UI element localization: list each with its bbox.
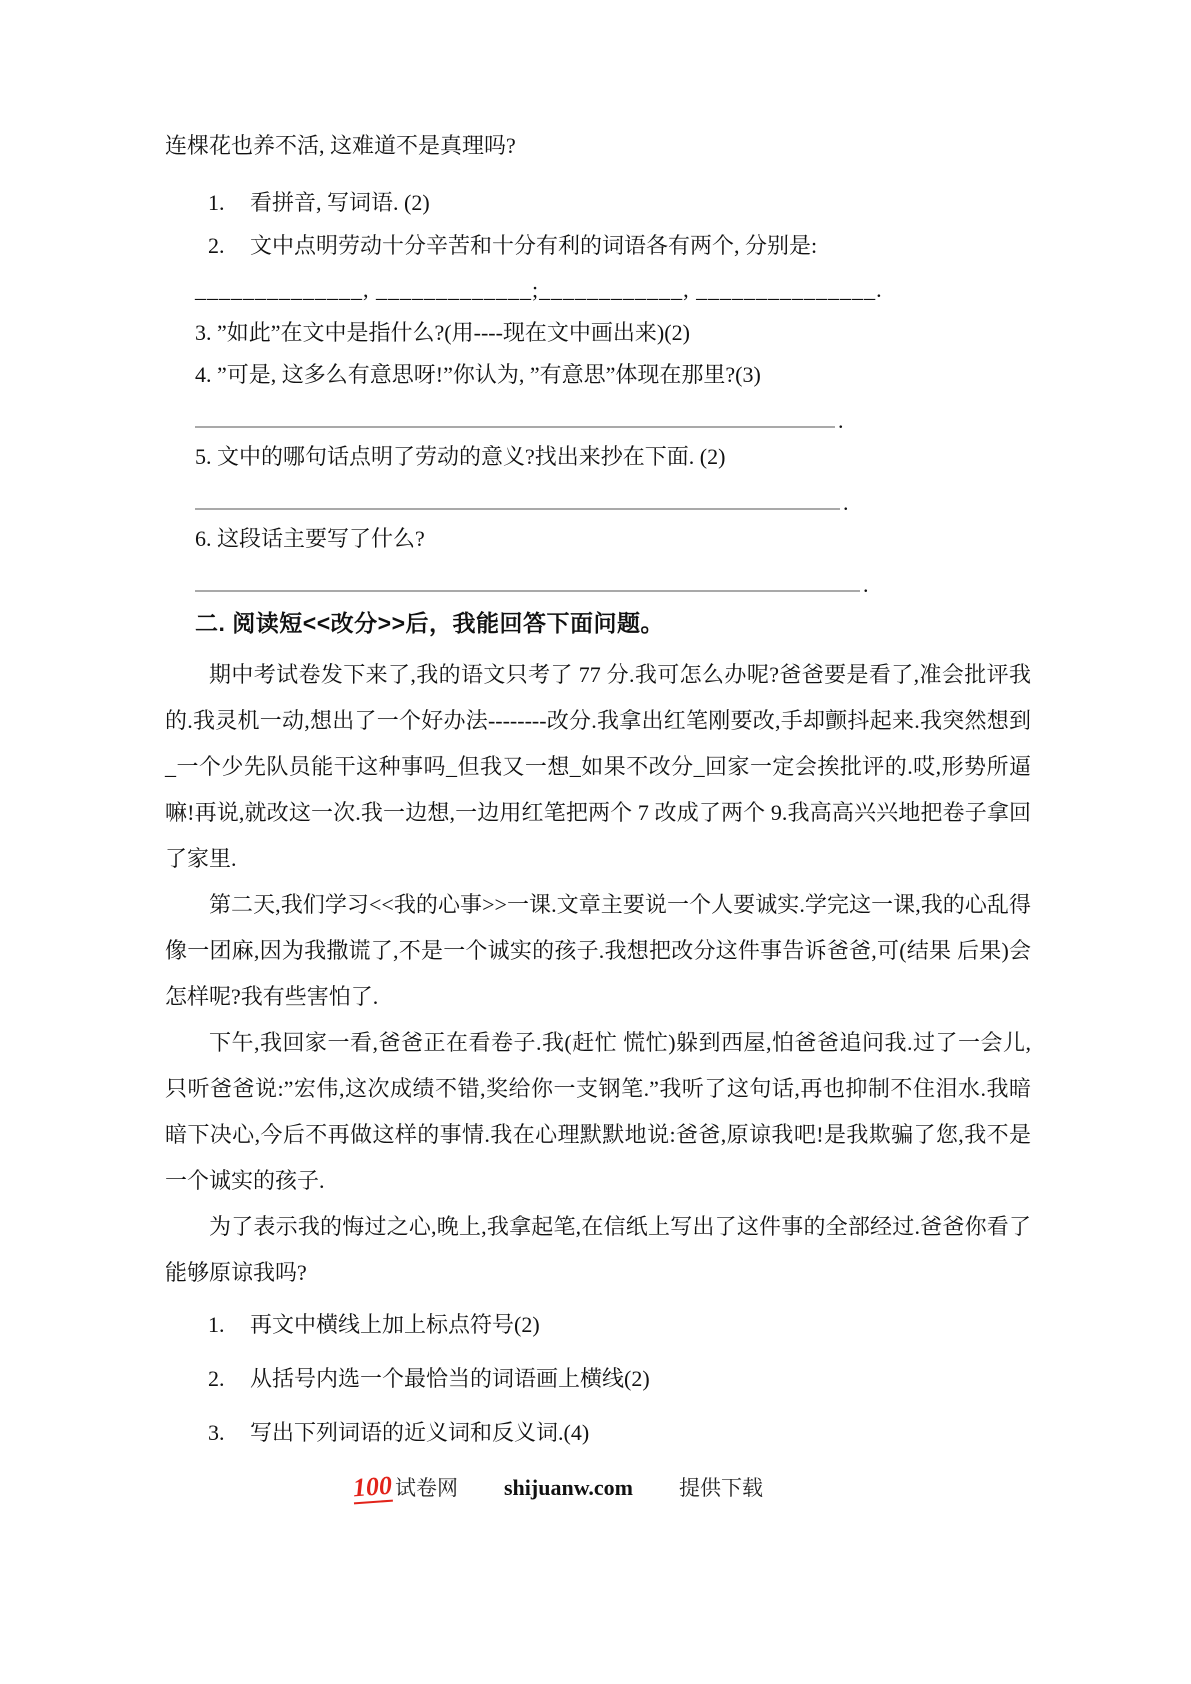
question-item-2 xyxy=(165,1364,1031,1394)
question-4: 4. ”可是, 这多么有意思呀!”你认为, ”有意思”体现在那里?(3) xyxy=(195,362,761,387)
answer-fill-line xyxy=(195,566,860,592)
site-domain: shijuanw.com xyxy=(504,1475,633,1500)
reading-paragraph-4: 为了表示我的悔过之心,晚上,我拿起笔,在信纸上写出了这件事的全部经过.爸爸你看了能够原谅我吗? xyxy=(165,1214,1031,1285)
reading-paragraph-1: 期中考试卷发下来了,我的语文只考了 77 分.我可怎么办呢?爸爸要是看了,准会批评我的.我灵机一动,想出了一个好办法--------改分.我拿出红笔刚要改,手却颤抖起来.我突然想到_一个少先队员能干这种事吗_但我又一想_如果不改分_回家一定会挨批评的.哎,形势所逼嘛!再说,就改这一次.我一边想,一边用红笔把两个 7 改成了两个 9.我高高兴兴地把卷子拿回了家里. xyxy=(165,662,1031,871)
question-item-2 xyxy=(165,231,1031,261)
question-number: 1. xyxy=(208,1312,225,1337)
answer-line-1 xyxy=(195,402,1031,433)
question-5: 5. 文中的哪句话点明了劳动的意义?找出来抄在下面. (2) xyxy=(195,444,726,469)
page-footer xyxy=(125,1472,991,1503)
intro-line: 连棵花也养不活, 这难道不是真理吗? xyxy=(165,133,516,158)
answer-period: . xyxy=(838,408,844,433)
answer-fill-line xyxy=(195,402,835,428)
question-text: 看拼音, 写词语. (2) xyxy=(250,190,430,215)
section-heading: 二. 阅读短<<改分>>后，我能回答下面问题。 xyxy=(195,610,665,636)
question-6: 6. 这段话主要写了什么? xyxy=(195,526,425,551)
question-number: 2. xyxy=(208,1366,225,1391)
section2-question-list xyxy=(165,1310,1031,1448)
question-text: 写出下列词语的近义词和反义词.(4) xyxy=(250,1420,590,1445)
question-item-1 xyxy=(165,1310,1031,1340)
answer-period: . xyxy=(863,572,869,597)
question-text: 文中点明劳动十分辛苦和十分有利的词语各有两个, 分别是: xyxy=(250,233,818,258)
fill-blank-line: ______________, _____________;____________, _______________. xyxy=(195,277,883,302)
site-logo xyxy=(353,1472,458,1503)
logo-100-mark: 100 xyxy=(351,1470,393,1503)
question-number: 1. xyxy=(208,190,225,215)
answer-line-3 xyxy=(195,566,1031,597)
answer-fill-line xyxy=(195,484,840,510)
download-label: 提供下载 xyxy=(678,1476,763,1500)
reading-paragraph-2: 第二天,我们学习<<我的心事>>一课.文章主要说一个人要诚实.学完这一课,我的心乱得像一团麻,因为我撒谎了,不是一个诚实的孩子.我想把改分这件事告诉爸爸,可(结果 后果)会怎样呢?我有些害怕了. xyxy=(165,892,1031,1009)
question-item-3 xyxy=(165,1418,1031,1448)
question-item-1 xyxy=(165,188,1031,218)
question-3: 3. ”如此”在文中是指什么?(用----现在文中画出来)(2) xyxy=(195,320,690,345)
logo-text: 试卷网 xyxy=(395,1476,458,1500)
question-text: 再文中横线上加上标点符号(2) xyxy=(250,1312,540,1337)
answer-period: . xyxy=(843,490,849,515)
answer-line-2 xyxy=(195,484,1031,515)
question-number: 2. xyxy=(208,233,225,258)
question-text: 从括号内选一个最恰当的词语画上横线(2) xyxy=(250,1366,650,1391)
reading-paragraph-3: 下午,我回家一看,爸爸正在看卷子.我(赶忙 慌忙)躲到西屋,怕爸爸追问我.过了一会儿,只听爸爸说:”宏伟,这次成绩不错,奖给你一支钢笔.”我听了这句话,再也抑制不住泪水.我暗暗下决心,今后不再做这样的事情.我在心理默默地说:爸爸,原谅我吧!是我欺骗了您,我不是一个诚实的孩子. xyxy=(165,1030,1031,1193)
question-number: 3. xyxy=(208,1420,225,1445)
